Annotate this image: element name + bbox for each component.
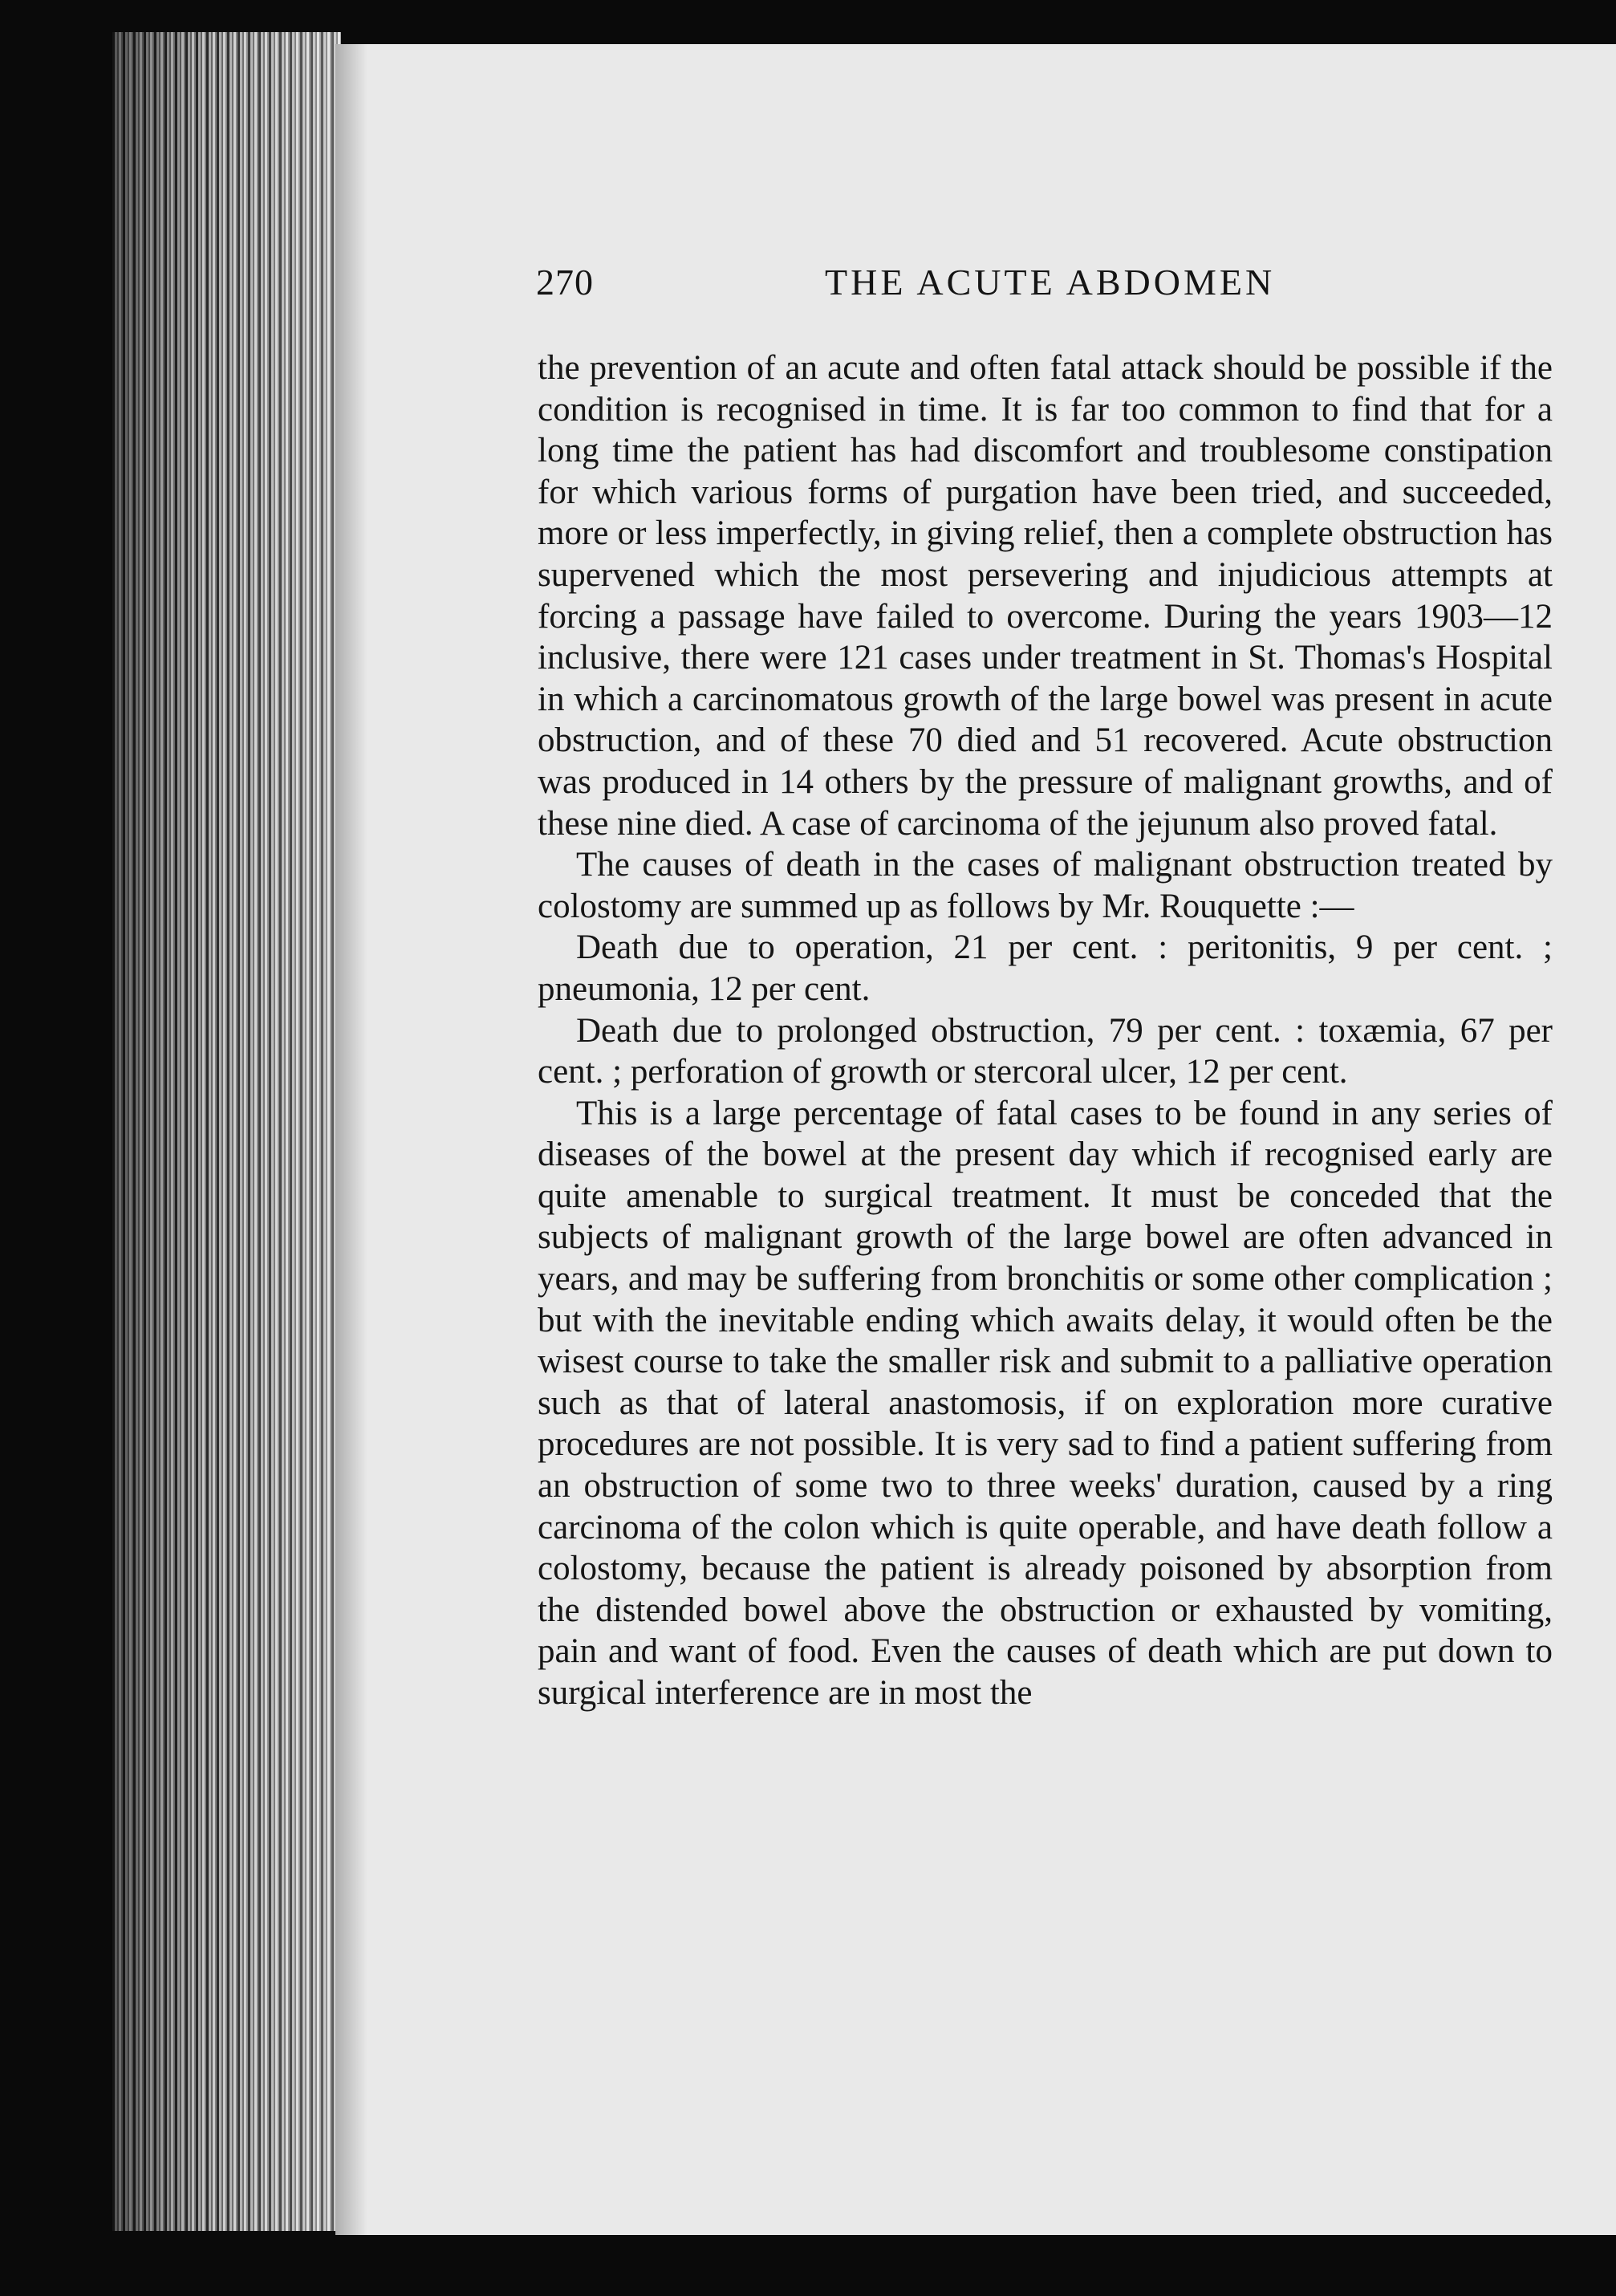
paragraph: Death due to operation, 21 per cent. : peritonitis, 9 per cent. ; pneumonia, 12 per cent. (538, 929, 1553, 1008)
running-title: THE ACUTE ABDOMEN (825, 262, 1276, 303)
body-text (538, 347, 1553, 1714)
book-page (335, 44, 1616, 2235)
page-edges (112, 32, 341, 2231)
paragraph: the prevention of an acute and often fatal attack should be possible if the condition is recognised in time. It is far too common to find that for a long time the patient has had discomfort and troublesome constipation for which various forms of purgation have been tried, and succeeded, more or less imperfectly, in giving relief, then a complete obstruction has supervened which the most persevering and injudicious attempts at forcing a passage have failed to overcome. During the years 1903—12 inclusive, there were 121 cases under treatment in St. Thomas's Hospital in which a carcinomatous growth of the large bowel was present in acute obstruction, and of these 70 died and 51 recovered. Acute obstruction was produced in 14 others by the pressure of malignant growths, and of these nine died. A case of carcinoma of the jejunum also proved fatal. (538, 349, 1553, 843)
paragraph: Death due to prolonged obstruction, 79 per cent. : toxæmia, 67 per cent. ; perforation of growth or stercoral ulcer, 12 per cent. (538, 1011, 1553, 1091)
paragraph: This is a large percentage of fatal cases to be found in any series of diseases of the bowel at the present day which if recognised early are quite amenable to surgical treatment. It must be conceded that the subjects of malignant growth of the large bowel are often advanced in years, and may be suffering from bronchitis or some other complication ; but with the inevitable ending which awaits delay, it would often be the wisest course to take the smaller risk and submit to a palliative operation such as that of lateral anastomosis, if on exploration more curative procedures are not possible. It is very sad to find a patient suffering from an obstruction of some two to three weeks' duration, caused by a ring carcinoma of the colon which is quite operable, and have death follow a colostomy, because the patient is already poisoned by absorption from the distended bowel above the obstruction or exhausted by vomiting, pain and want of food. Even the causes of death which are put down to surgical interference are in most the (538, 1094, 1553, 1712)
paragraph: The causes of death in the cases of malignant obstruction treated by colostomy are summed up as follows by Mr. Rouquette :— (538, 846, 1553, 925)
running-head (536, 261, 1616, 309)
page-number: 270 (536, 262, 594, 303)
